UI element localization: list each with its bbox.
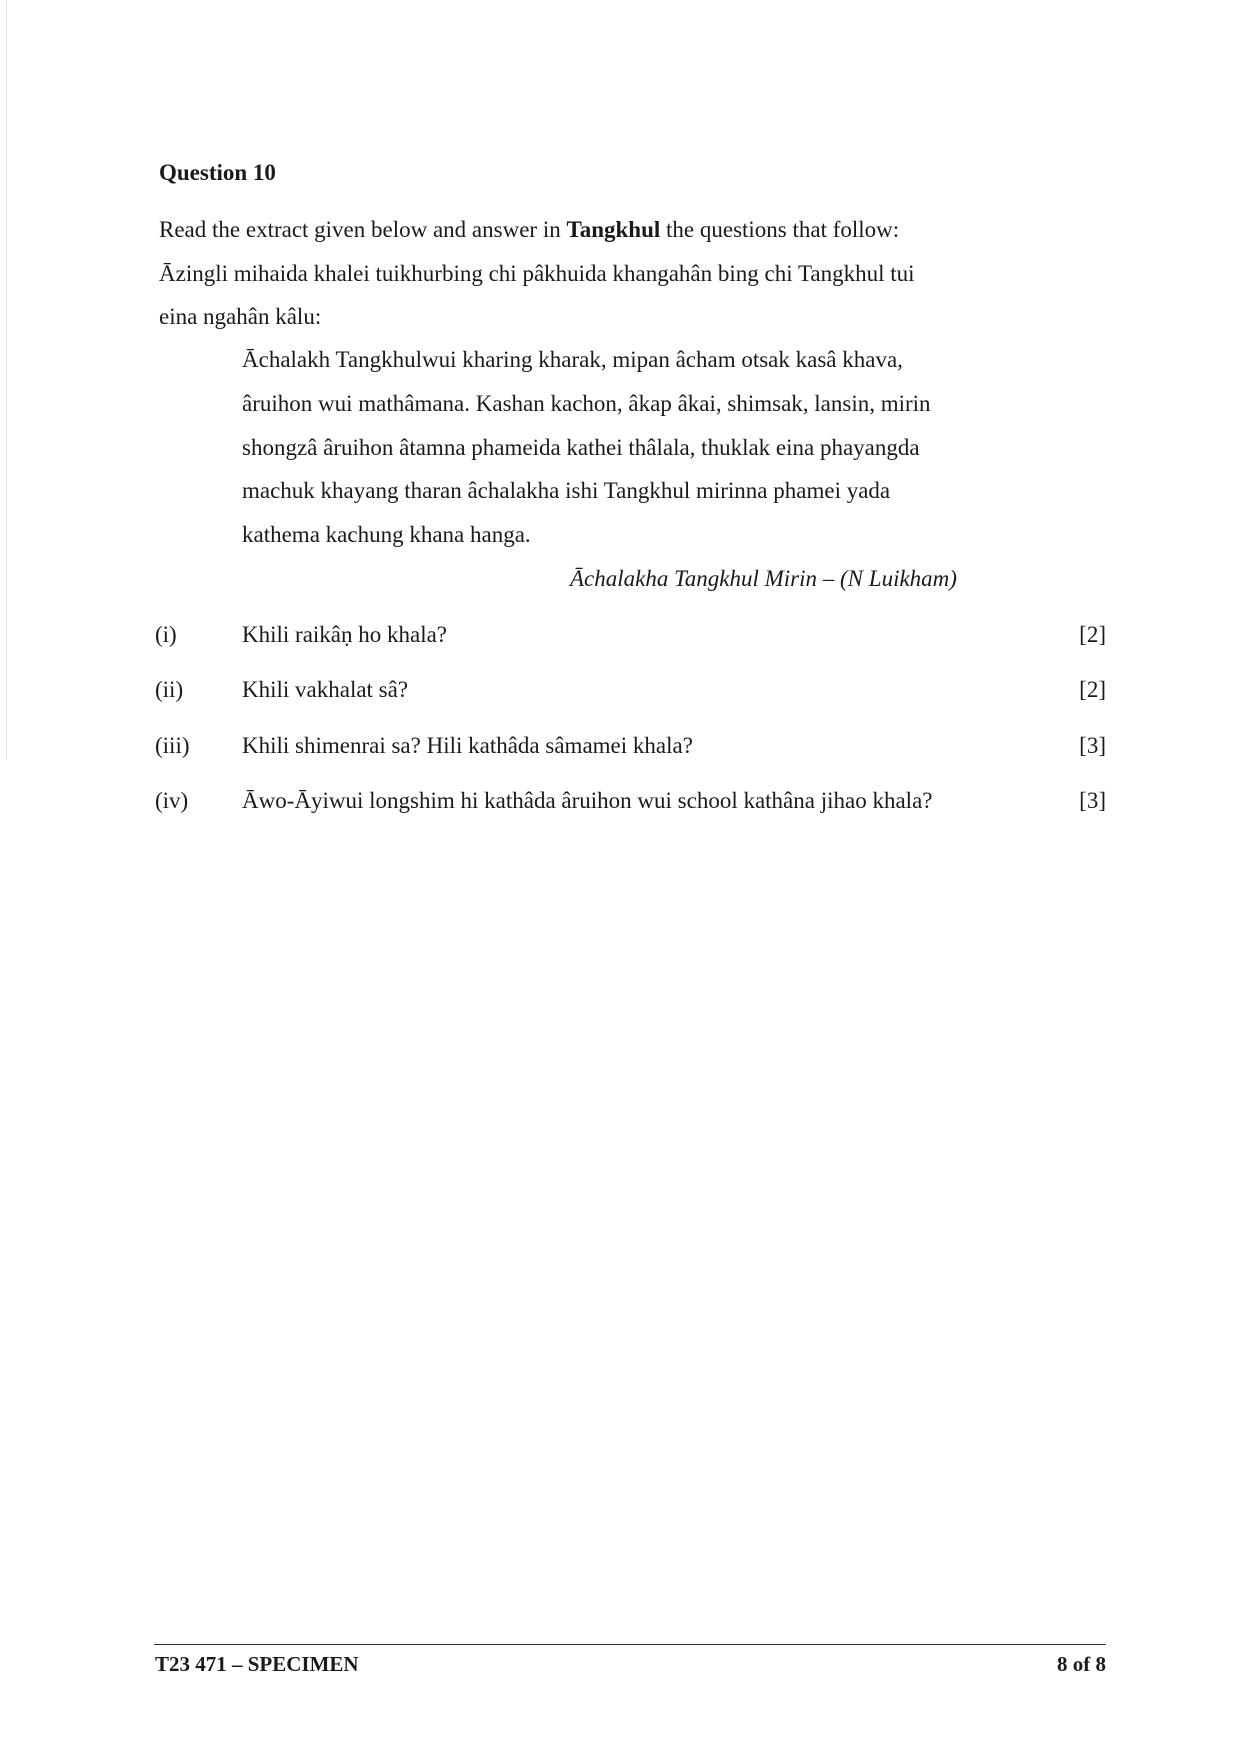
extract-line: machuk khayang tharan âchalakha ishi Tangkhul mirinna phamei yada bbox=[242, 478, 891, 503]
extract-line: Āchalakh Tangkhulwui kharing kharak, mipan âcham otsak kasâ khava, bbox=[242, 347, 903, 372]
question-marks: [3] bbox=[1079, 788, 1106, 813]
question-number: (iv) bbox=[155, 788, 189, 813]
question-number: (iii) bbox=[155, 733, 190, 758]
footer-divider bbox=[154, 1644, 1106, 1645]
extract-line: âruihon wui mathâmana. Kashan kachon, âkap âkai, shimsak, lansin, mirin bbox=[242, 391, 931, 416]
page-number: 8 of 8 bbox=[1057, 1652, 1106, 1676]
question-number: (i) bbox=[155, 622, 177, 647]
instruction-after: the questions that follow: bbox=[660, 217, 900, 242]
scan-edge bbox=[6, 0, 7, 760]
question-text: Āwo-Āyiwui longshim hi kathâda âruihon wui school kathâna jihao khala? bbox=[242, 788, 933, 813]
question-marks: [2] bbox=[1079, 677, 1106, 702]
question-text: Khili raikâṇ ho khala? bbox=[242, 622, 448, 647]
instruction-before: Read the extract given below and answer in bbox=[159, 217, 567, 242]
extract-citation: Āchalakha Tangkhul Mirin – (N Luikham) bbox=[570, 566, 957, 591]
question-text: Khili vakhalat sâ? bbox=[242, 677, 409, 702]
paper-code: T23 471 – SPECIMEN bbox=[155, 1652, 359, 1676]
extract-line: kathema kachung khana hanga. bbox=[242, 522, 531, 547]
extract-line: shongzâ âruihon âtamna phameida kathei thâlala, thuklak eina phayangda bbox=[242, 435, 920, 460]
intro-line: Āzingli mihaida khalei tuikhurbing chi pâkhuida khangahân bing chi Tangkhul tui bbox=[159, 261, 915, 286]
question-heading: Question 10 bbox=[159, 160, 276, 185]
question-number: (ii) bbox=[155, 677, 184, 702]
question-marks: [3] bbox=[1079, 733, 1106, 758]
instruction bbox=[159, 217, 899, 243]
question-marks: [2] bbox=[1079, 622, 1106, 647]
instruction-language: Tangkhul bbox=[566, 217, 661, 242]
question-text: Khili shimenrai sa? Hili kathâda sâmamei khala? bbox=[242, 733, 693, 758]
intro-line: eina ngahân kâlu: bbox=[159, 304, 322, 329]
